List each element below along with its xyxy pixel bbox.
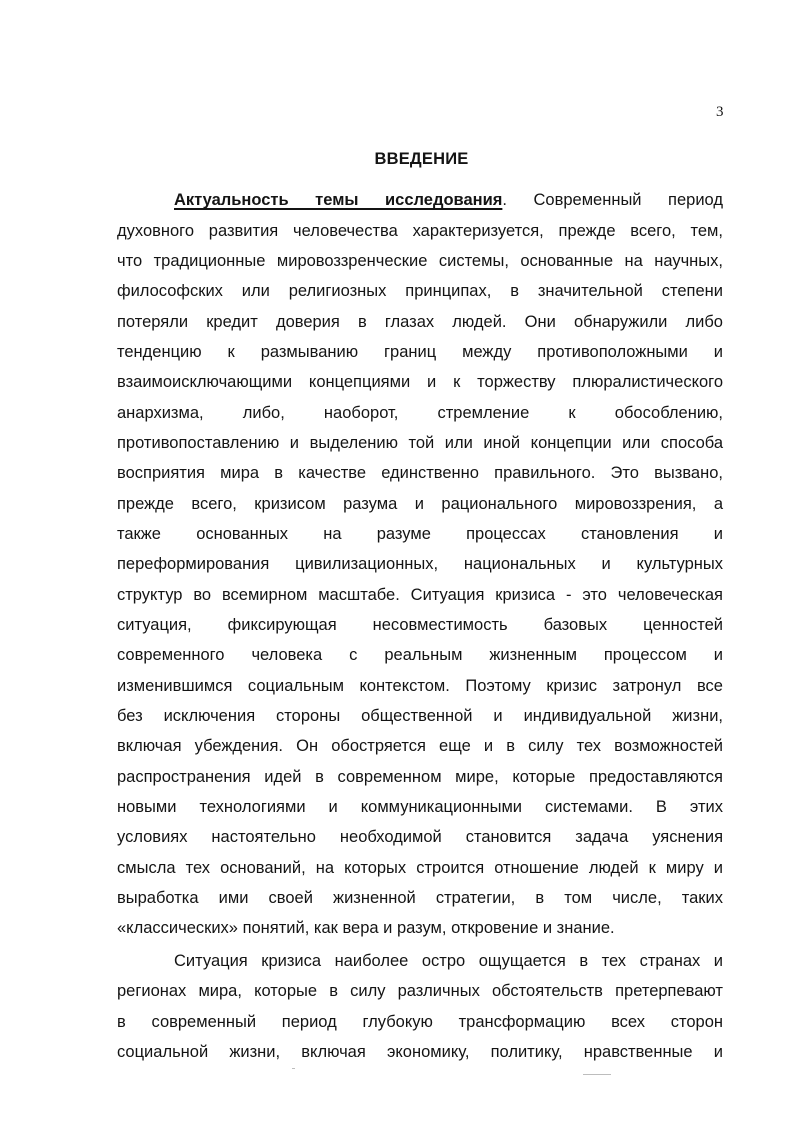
text-line: переформирования цивилизационных, национальных и культурных [117,555,723,573]
text-line: в современный период глубокую трансформацию всех сторон [117,1013,723,1031]
text-line: регионах мира, которые в силу различных обстоятельств претерпевают [117,982,723,1000]
text-line: тенденцию к размыванию границ между противоположными и [117,343,723,361]
text-line: противопоставлению и выделению той или иной концепции или способа [117,434,723,452]
text-line: изменившимся социальным контекстом. Поэтому кризис затронул все [117,677,723,695]
relevance-term: Актуальность темы исследования [174,191,503,209]
text-line: потеряли кредит доверия в глазах людей. Они обнаружили либо [117,313,723,331]
page-number: 3 [716,104,724,120]
text-line: новыми технологиями и коммуникационными системами. В этих [117,798,723,816]
text-line [174,189,723,211]
text-line: смысла тех оснований, на которых строится отношение людей к миру и [117,859,723,877]
text-line: взаимоисключающими концепциями и к торжеству плюралистического [117,373,723,391]
text-line: выработка ими своей жизненной стратегии, в том числе, таких [117,889,723,907]
text-line-rest: . Современный период [502,191,723,209]
text-line: социальной жизни, включая экономику, политику, нравственные и [117,1043,723,1061]
text-line: восприятия мира в качестве единственно правильного. Это вызвано, [117,464,723,482]
text-line: ситуация, фиксирующая несовместимость базовых ценностей [117,616,723,634]
text-line: Ситуация кризиса наиболее остро ощущается в тех странах и [174,952,723,970]
text-line: «классических» понятий, как вера и разум, откровение и знание. [117,919,615,937]
text-line: распространения идей в современном мире, которые предоставляются [117,768,723,786]
scan-speck [583,1074,611,1075]
text-line: что традиционные мировоззренческие системы, основанные на научных, [117,252,723,270]
text-line: без исключения стороны общественной и индивидуальной жизни, [117,707,723,725]
scan-speck [292,1068,295,1069]
text-line: духовного развития человечества характеризуется, прежде всего, тем, [117,222,723,240]
text-line: включая убеждения. Он обостряется еще и в силу тех возможностей [117,737,723,755]
text-line: прежде всего, кризисом разума и рационального мировоззрения, а [117,495,723,513]
text-line: современного человека с реальным жизненным процессом и [117,646,723,664]
text-line: анархизма, либо, наоборот, стремление к обособлению, [117,404,723,422]
text-line: философских или религиозных принципах, в значительной степени [117,282,723,300]
text-line: структур во всемирном масштабе. Ситуация кризиса - это человеческая [117,586,723,604]
page-heading: ВВЕДЕНИЕ [374,150,469,168]
text-line: также основанных на разуме процессах становления и [117,525,723,543]
text-line: условиях настоятельно необходимой становится задача уяснения [117,828,723,846]
